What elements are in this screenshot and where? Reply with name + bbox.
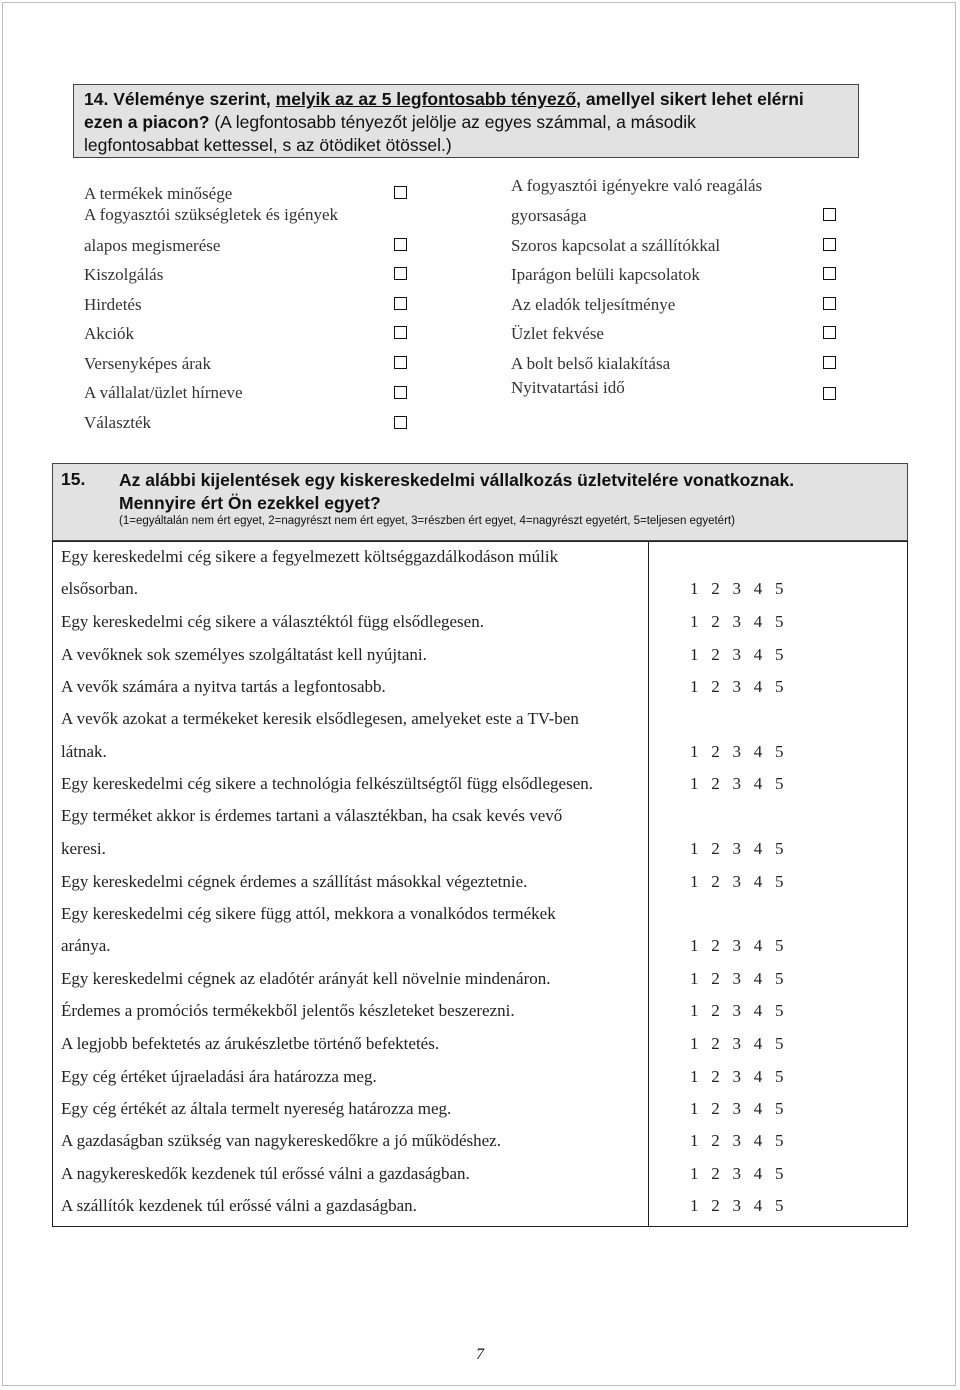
question-14-title-start: Véleménye szerint, — [113, 89, 271, 109]
statement-5-line-2: látnak. — [61, 742, 107, 761]
question-15-header — [52, 463, 908, 541]
question-14-title-cont: ezen a piacon? — [84, 112, 210, 132]
checkbox-assortment[interactable] — [394, 416, 407, 429]
statement-6: Egy kereskedelmi cég sikere a technológia felkészültségtől függ elsődlegesen. — [61, 774, 594, 793]
rating-scale-5[interactable]: 1 2 3 4 5 — [690, 742, 784, 761]
statement-1-line-2: elsősorban. — [61, 579, 138, 598]
statement-15: A gazdaságban szükség van nagykereskedőkre a jó működéshez. — [61, 1131, 501, 1150]
question-15-number: 15. — [61, 469, 86, 489]
option-industry-relations: Iparágon belüli kapcsolatok — [511, 265, 700, 284]
question-14-header — [73, 84, 859, 158]
checkbox-response-speed[interactable] — [823, 208, 836, 221]
statement-14: Egy cég értékét az általa termelt nyereség határozza meg. — [61, 1099, 452, 1118]
rating-scale-11[interactable]: 1 2 3 4 5 — [690, 1001, 784, 1020]
rating-scale-6[interactable]: 1 2 3 4 5 — [690, 774, 784, 793]
checkbox-promotions[interactable] — [394, 326, 407, 339]
statement-16: A nagykereskedők kezdenek túl erőssé válni a gazdaságban. — [61, 1164, 470, 1183]
checkbox-store-layout[interactable] — [823, 356, 836, 369]
checkbox-service[interactable] — [394, 267, 407, 280]
option-consumer-needs: A fogyasztói szükségletek és igények — [84, 205, 338, 224]
statement-4: A vevők számára a nyitva tartás a legfontosabb. — [61, 677, 386, 696]
option-sales-staff: Az eladók teljesítménye — [511, 295, 676, 314]
statement-10: Egy kereskedelmi cégnek az eladótér arányát kell növelnie mindenáron. — [61, 969, 551, 988]
statement-13: Egy cég értéket újraeladási ára határozza meg. — [61, 1067, 377, 1086]
statement-7-line-1: Egy terméket akkor is érdemes tartani a választékban, ha csak kevés vevő — [61, 806, 563, 825]
question-15-title-line-1: Az alábbi kijelentések egy kiskereskedelmi vállalkozás üzletvitelére vonatkoznak. — [119, 470, 795, 490]
rating-scale-2[interactable]: 1 2 3 4 5 — [690, 612, 784, 631]
checkbox-product-quality[interactable] — [394, 186, 407, 199]
question-14-number: 14. — [84, 89, 109, 109]
statement-11: Érdemes a promóciós termékekből jelentős készleteket beszerezni. — [61, 1001, 515, 1020]
statement-8: Egy kereskedelmi cégnek érdemes a szállítást másokkal végeztetnie. — [61, 872, 528, 891]
checkbox-consumer-needs[interactable] — [394, 238, 407, 251]
option-product-quality: A termékek minősége — [84, 184, 233, 203]
option-store-layout: A bolt belső kialakítása — [511, 354, 671, 373]
rating-scale-13[interactable]: 1 2 3 4 5 — [690, 1067, 784, 1086]
option-opening-hours: Nyitvatartási idő — [511, 378, 625, 397]
page-number: 7 — [476, 1346, 484, 1363]
statement-3: A vevőknek sok személyes szolgáltatást kell nyújtani. — [61, 645, 427, 664]
rating-scale-17[interactable]: 1 2 3 4 5 — [690, 1196, 784, 1215]
statement-5-line-1: A vevők azokat a termékeket keresik elsődlegesen, amelyeket este a TV-ben — [61, 709, 579, 728]
question-14-instruction-b: legfontosabbat kettessel, s az ötödiket ötössel.) — [84, 135, 452, 155]
statement-12: A legjobb befektetés az árukészletbe történő befektetés. — [61, 1034, 440, 1053]
option-assortment: Választék — [84, 413, 152, 432]
option-store-location: Üzlet fekvése — [511, 324, 604, 343]
checkbox-store-location[interactable] — [823, 326, 836, 339]
question-15-title — [119, 469, 899, 515]
option-consumer-needs-cont: alapos megismerése — [84, 236, 221, 255]
checkbox-supplier-relations[interactable] — [823, 238, 836, 251]
checkbox-industry-relations[interactable] — [823, 267, 836, 280]
question-14-title-emphasis: melyik az az 5 legfontosabb tényező — [275, 89, 577, 109]
statement-9-line-2: aránya. — [61, 936, 111, 955]
rating-scale-16[interactable]: 1 2 3 4 5 — [690, 1164, 784, 1183]
rating-scale-14[interactable]: 1 2 3 4 5 — [690, 1099, 784, 1118]
rating-scale-12[interactable]: 1 2 3 4 5 — [690, 1034, 784, 1053]
checkbox-competitive-prices[interactable] — [394, 356, 407, 369]
option-reputation: A vállalat/üzlet hírneve — [84, 383, 243, 402]
option-service: Kiszolgálás — [84, 265, 164, 284]
rating-scale-4[interactable]: 1 2 3 4 5 — [690, 677, 784, 696]
question-15-title-line-2: Mennyire ért Ön ezekkel egyet? — [119, 493, 381, 513]
option-supplier-relations: Szoros kapcsolat a szállítókkal — [511, 236, 721, 255]
rating-scale-10[interactable]: 1 2 3 4 5 — [690, 969, 784, 988]
rating-scale-15[interactable]: 1 2 3 4 5 — [690, 1131, 784, 1150]
statement-9-line-1: Egy kereskedelmi cég sikere függ attól, mekkora a vonalkódos termékek — [61, 904, 556, 923]
rating-scale-9[interactable]: 1 2 3 4 5 — [690, 936, 784, 955]
checkbox-reputation[interactable] — [394, 386, 407, 399]
statement-17: A szállítók kezdenek túl erőssé válni a gazdaságban. — [61, 1196, 417, 1215]
checkbox-advertising[interactable] — [394, 297, 407, 310]
option-promotions: Akciók — [84, 324, 135, 343]
statement-7-line-2: keresi. — [61, 839, 106, 858]
statement-1-line-1: Egy kereskedelmi cég sikere a fegyelmezett költséggazdálkodáson múlik — [61, 547, 559, 566]
option-advertising: Hirdetés — [84, 295, 142, 314]
rating-scale-8[interactable]: 1 2 3 4 5 — [690, 872, 784, 891]
question-15-scale-legend: (1=egyáltalán nem ért egyet, 2=nagyrészt nem ért egyet, 3=részben ért egyet, 4=nagyrészt egyetért, 5=teljesen egyetért) — [119, 515, 735, 527]
rating-scale-1[interactable]: 1 2 3 4 5 — [690, 579, 784, 598]
statement-2: Egy kereskedelmi cég sikere a választéktól függ elsődlegesen. — [61, 612, 484, 631]
question-14-title-end: , amellyel sikert lehet elérni — [576, 89, 804, 109]
checkbox-opening-hours[interactable] — [823, 387, 836, 400]
table-column-divider — [648, 541, 649, 1227]
option-competitive-prices: Versenyképes árak — [84, 354, 211, 373]
option-response-speed: A fogyasztói igényekre való reagálás — [511, 176, 763, 195]
checkbox-sales-staff[interactable] — [823, 297, 836, 310]
question-14-instruction-a: (A legfontosabb tényezőt jelölje az egyes számmal, a második — [214, 112, 696, 132]
rating-scale-7[interactable]: 1 2 3 4 5 — [690, 839, 784, 858]
rating-scale-3[interactable]: 1 2 3 4 5 — [690, 645, 784, 664]
option-response-speed-cont: gyorsasága — [511, 206, 587, 225]
